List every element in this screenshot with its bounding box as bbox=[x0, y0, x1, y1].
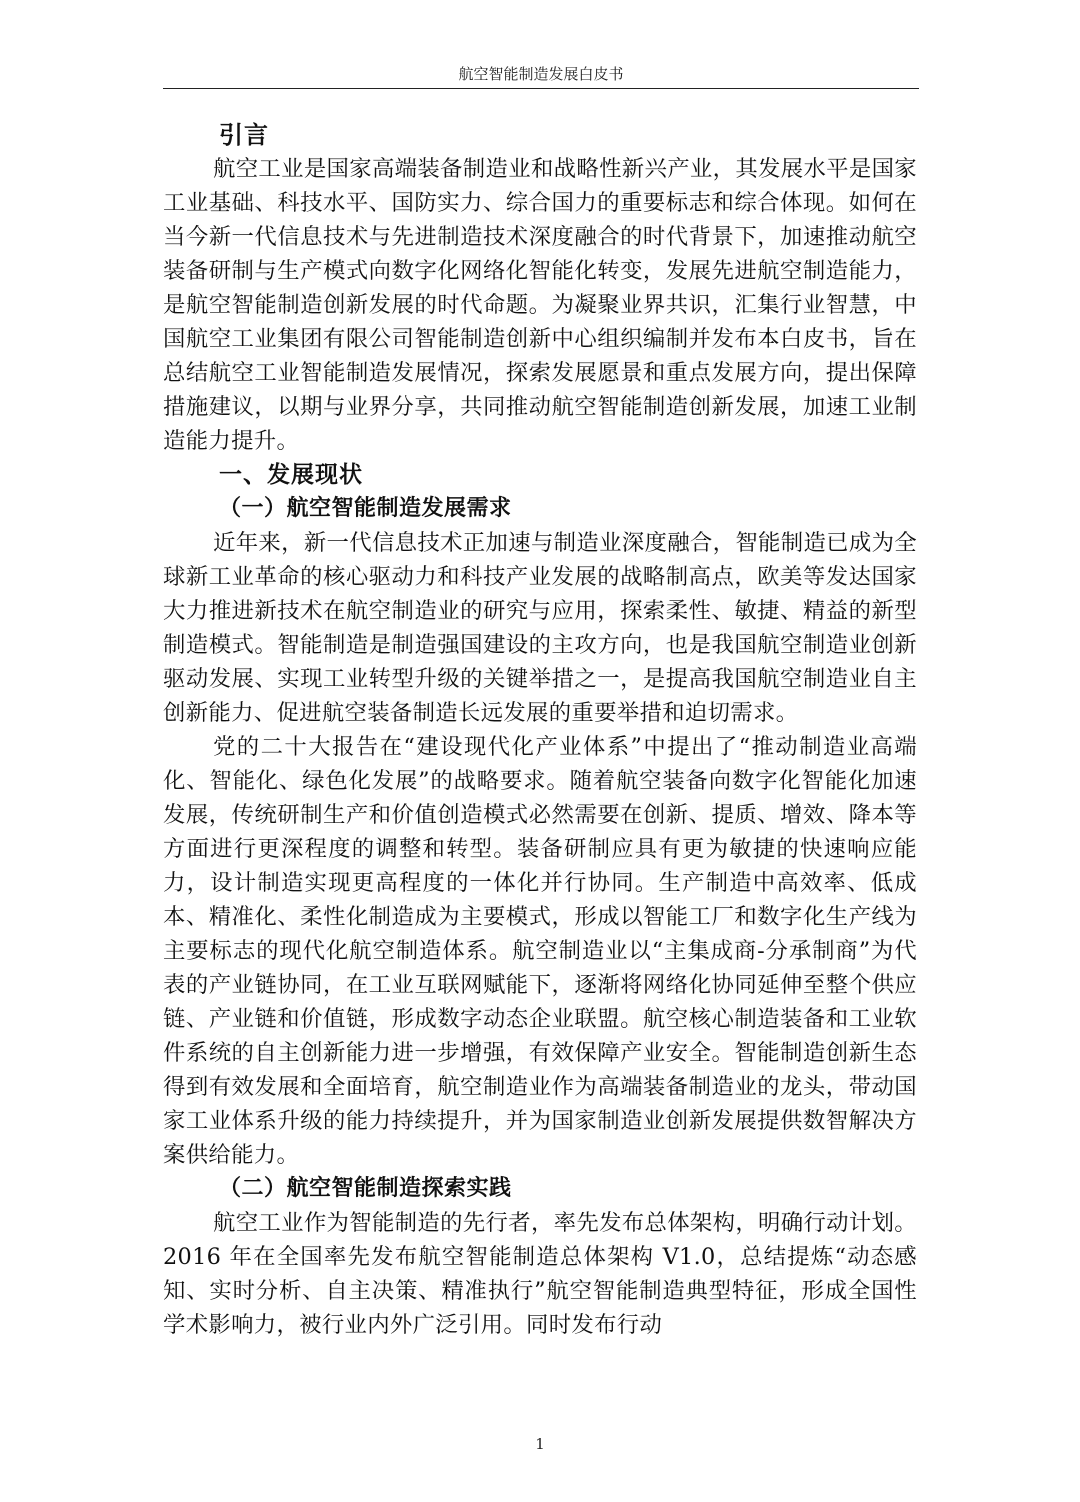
page-number: 1 bbox=[535, 1435, 545, 1453]
header-rule bbox=[163, 88, 919, 89]
subsection-heading-demand: （一）航空智能制造发展需求 bbox=[219, 496, 512, 521]
document-body bbox=[163, 118, 917, 1342]
subsection-heading-practice: （二）航空智能制造探索实践 bbox=[219, 1176, 512, 1201]
section-heading-development-status: 一、发展现状 bbox=[219, 462, 363, 488]
body-paragraph: 近年来，新一代信息技术正加速与制造业深度融合，智能制造已成为全球新工业革命的核心驱动力和科技产业发展的战略制高点，欧美等发达国家大力推进新技术在航空制造业的研究与应用，探索柔性、敏捷、精益的新型制造模式。智能制造是制造强国建设的主攻方向，也是我国航空制造业创新驱动发展、实现工业转型升级的关键举措之一，是提高我国航空制造业自主创新能力、促进航空装备制造长远发展的重要举措和迫切需求。 bbox=[163, 530, 917, 726]
body-paragraph: 党的二十大报告在“建设现代化产业体系”中提出了“推动制造业高端化、智能化、绿色化发展”的战略要求。随着航空装备向数字化智能化加速发展，传统研制生产和价值创造模式必然需要在创新、提质、增效、降本等方面进行更深程度的调整和转型。装备研制应具有更为敏捷的快速响应能力，设计制造实现更高程度的一体化并行协同。生产制造中高效率、低成本、精准化、柔性化制造成为主要模式，形成以智能工厂和数字化生产线为主要标志的现代化航空制造体系。航空制造业以“主集成商-分承制商”为代表的产业链协同，在工业互联网赋能下，逐渐将网络化协同延伸至整个供应链、产业链和价值链，形成数字动态企业联盟。航空核心制造装备和工业软件系统的自主创新能力进一步增强，有效保障产业安全。智能制造创新生态得到有效发展和全面培育，航空制造业作为高端装备制造业的龙头，带动国家工业体系升级的能力持续提升，并为国家制造业创新发展提供数智解决方案供给能力。 bbox=[163, 734, 917, 1168]
body-paragraph: 航空工业作为智能制造的先行者，率先发布总体架构，明确行动计划。2016 年在全国率先发布航空智能制造总体架构 V1.0，总结提炼“动态感知、实时分析、自主决策、精准执行”航空智能制造典型特征，形成全国性学术影响力，被行业内外广泛引用。同时发布行动 bbox=[163, 1210, 917, 1338]
intro-paragraph: 航空工业是国家高端装备制造业和战略性新兴产业，其发展水平是国家工业基础、科技水平、国防实力、综合国力的重要标志和综合体现。如何在当今新一代信息技术与先进制造技术深度融合的时代背景下，加速推动航空装备研制与生产模式向数字化网络化智能化转变，发展先进航空制造能力，是航空智能制造创新发展的时代命题。为凝聚业界共识，汇集行业智慧，中国航空工业集团有限公司智能制造创新中心组织编制并发布本白皮书，旨在总结航空工业智能制造发展情况，探索发展愿景和重点发展方向，提出保障措施建议，以期与业界分享，共同推动航空智能制造创新发展，加速工业制造能力提升。 bbox=[163, 156, 917, 454]
running-header: 航空智能制造发展白皮书 bbox=[458, 65, 624, 83]
intro-heading: 引言 bbox=[219, 121, 269, 149]
